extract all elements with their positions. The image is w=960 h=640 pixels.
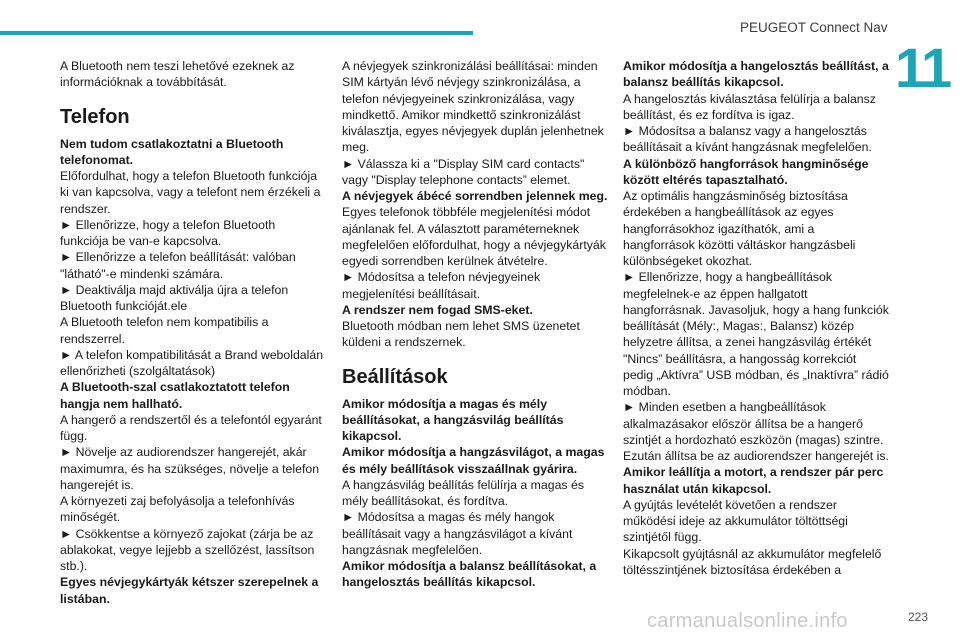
body-paragraph: A hangzásvilág beállítás felülírja a magas és mély beállításokat, és fordítva. <box>342 477 584 508</box>
body-paragraph: ► A telefon kompatibilitását a Brand weboldalán ellenőrizheti (szolgáltatások) <box>60 347 324 378</box>
section-heading: Telefon <box>60 105 130 128</box>
issue-title: Amikor módosítja a hangelosztás beállítást, a balansz beállítás kikapcsol. <box>623 59 889 90</box>
body-paragraph: A gyújtás levételét követően a rendszer működési ideje az akkumulátor töltöttségi szintjétől függ. <box>623 497 848 545</box>
body-paragraph: ► Módosítsa a telefon névjegyeinek megjelenítési beállításait. <box>342 270 541 301</box>
body-paragraph: ► Csökkentse a környező zajokat (zárja be az ablakokat, vegye lejjebb a szellőzést, lassítson stb.). <box>60 526 315 573</box>
body-paragraph: ► Deaktiválja majd aktiválja újra a telefon Bluetooth funkcióját.ele <box>60 282 289 313</box>
body-paragraph: ► Módosítsa a magas és mély hangok beállításait vagy a hangzásvilágot a kívánt hangzásnak megfelelően. <box>342 510 573 557</box>
body-paragraph: Kikapcsolt gyújtásnál az akkumulátor megfelelő töltésszintjének biztosítása érdekében a <box>623 546 882 577</box>
issue-title: A Bluetooth-szal csatlakoztatott telefon hangja nem hallható. <box>60 380 290 411</box>
body-paragraph: ► Módosítsa a balansz vagy a hangelosztás beállításait a kívánt hangzásnak megfelelően. <box>623 124 872 155</box>
body-paragraph: A hangerő a rendszertől és a telefontól egyaránt függ. <box>60 412 322 443</box>
issue-title: A rendszer nem fogad SMS-eket. <box>342 302 533 317</box>
body-paragraph: ► Ellenőrizze, hogy a telefon Bluetooth funkciója be van-e kapcsolva. <box>60 217 276 248</box>
body-paragraph: A névjegyek szinkronizálási beállításai: minden SIM kártyán lévő névjegy szinkronizálása, a telefon névjegyeinek szinkronizálása, vagy mindkettő. Amikor mindkettő szinkronizálást kiválasztja, egyes névjegyek duplán jelenhetnek meg. <box>342 59 604 155</box>
page-number: 223 <box>908 610 929 624</box>
issue-title: A különböző hangforrások hangminősége között eltérés tapasztalható. <box>623 156 869 187</box>
watermark: carmanualsonline.info <box>647 610 848 632</box>
body-paragraph: ► Ellenőrizze, hogy a hangbeállítások megfelelnek-e az éppen hallgatott hangforrásnak. Javasoljuk, hogy a hang funkciók beállítását (Mély:, Magas:, Balansz) közép helyzetre állítsa, a zenei hangzásvilág értékét "Nincs” beállításra, a hangosság korrekciót pedig „Aktívra” USB módban, és „Inaktívra” rádió módban. <box>623 270 889 398</box>
body-paragraph: Egyes telefonok többféle megjelenítési módot ajánlanak fel. A választott paraméterneknek megfelelően előfordulhat, hogy a névjegykártyák egyedi sorrendben kerülnek átvételre. <box>342 205 606 268</box>
issue-title: Egyes névjegykártyák kétszer szerepelnek a listában. <box>60 575 319 606</box>
body-paragraph: A Bluetooth nem teszi lehetővé ezeknek az információknak a továbbítását. <box>60 59 295 90</box>
chapter-number: 11 <box>895 36 951 99</box>
issue-title: Amikor módosítja a hangzásvilágot, a magas és mély beállítások visszaállnak gyárira. <box>342 445 605 476</box>
section-heading: Beállítások <box>342 365 448 388</box>
header-accent-bar <box>0 31 473 35</box>
text-column-3 <box>623 58 889 578</box>
body-paragraph: A hangelosztás kiválasztása felülírja a balansz beállítást, és ez fordítva is igaz. <box>623 91 876 122</box>
issue-title: Amikor módosítja a magas és mély beállításokat, a hangzásvilág beállítás kikapcsol. <box>342 396 564 443</box>
body-paragraph: ► Válassza ki a "Display SIM card contacts" vagy "Display telephone contacts” elemet. <box>342 156 585 187</box>
body-paragraph: ► Növelje az audiorendszer hangerejét, akár maximumra, és ha szükséges, növelje a telefon hangerejét is. <box>60 445 320 492</box>
issue-title: A névjegyek ábécé sorrendben jelennek meg. <box>342 189 608 203</box>
body-paragraph: Bluetooth módban nem lehet SMS üzenetet küldeni a rendszernek. <box>342 319 580 350</box>
body-paragraph: ► Minden esetben a hangbeállítások alkalmazásakor először állítsa be a hangerő szintjét a hordozható eszközön (magas) szintre. Ezután állítsa be az audiorendszer hangerejét is. <box>623 400 889 463</box>
body-paragraph: ► Ellenőrizze a telefon beállítását: valóban "látható"-e mindenki számára. <box>60 250 296 281</box>
body-paragraph: Az optimális hangzásminőség biztosítása érdekében a hangbeállítások az egyes hangforrásokhoz igazíthatók, ami a hangforrások közötti váltáskor hangzásbeli különbségeket okozhat. <box>623 189 856 268</box>
body-paragraph: A környezeti zaj befolyásolja a telefonhívás minőségét. <box>60 494 295 525</box>
text-column-1 <box>60 58 326 607</box>
text-column-2 <box>342 58 608 591</box>
body-paragraph: A Bluetooth telefon nem kompatibilis a rendszerrel. <box>60 315 269 346</box>
running-header-title: PEUGEOT Connect Nav <box>740 20 888 35</box>
issue-title: Amikor módosítja a balansz beállításokat, a hangelosztás beállítás kikapcsol. <box>342 559 597 590</box>
issue-title: Nem tudom csatlakoztatni a Bluetooth telefonomat. <box>60 136 284 167</box>
issue-title: Amikor leállítja a motort, a rendszer pár perc használat után kikapcsol. <box>623 465 884 496</box>
body-paragraph: Előfordulhat, hogy a telefon Bluetooth funkciója ki van kapcsolva, vagy a telefont nem érzékeli a rendszer. <box>60 169 321 216</box>
